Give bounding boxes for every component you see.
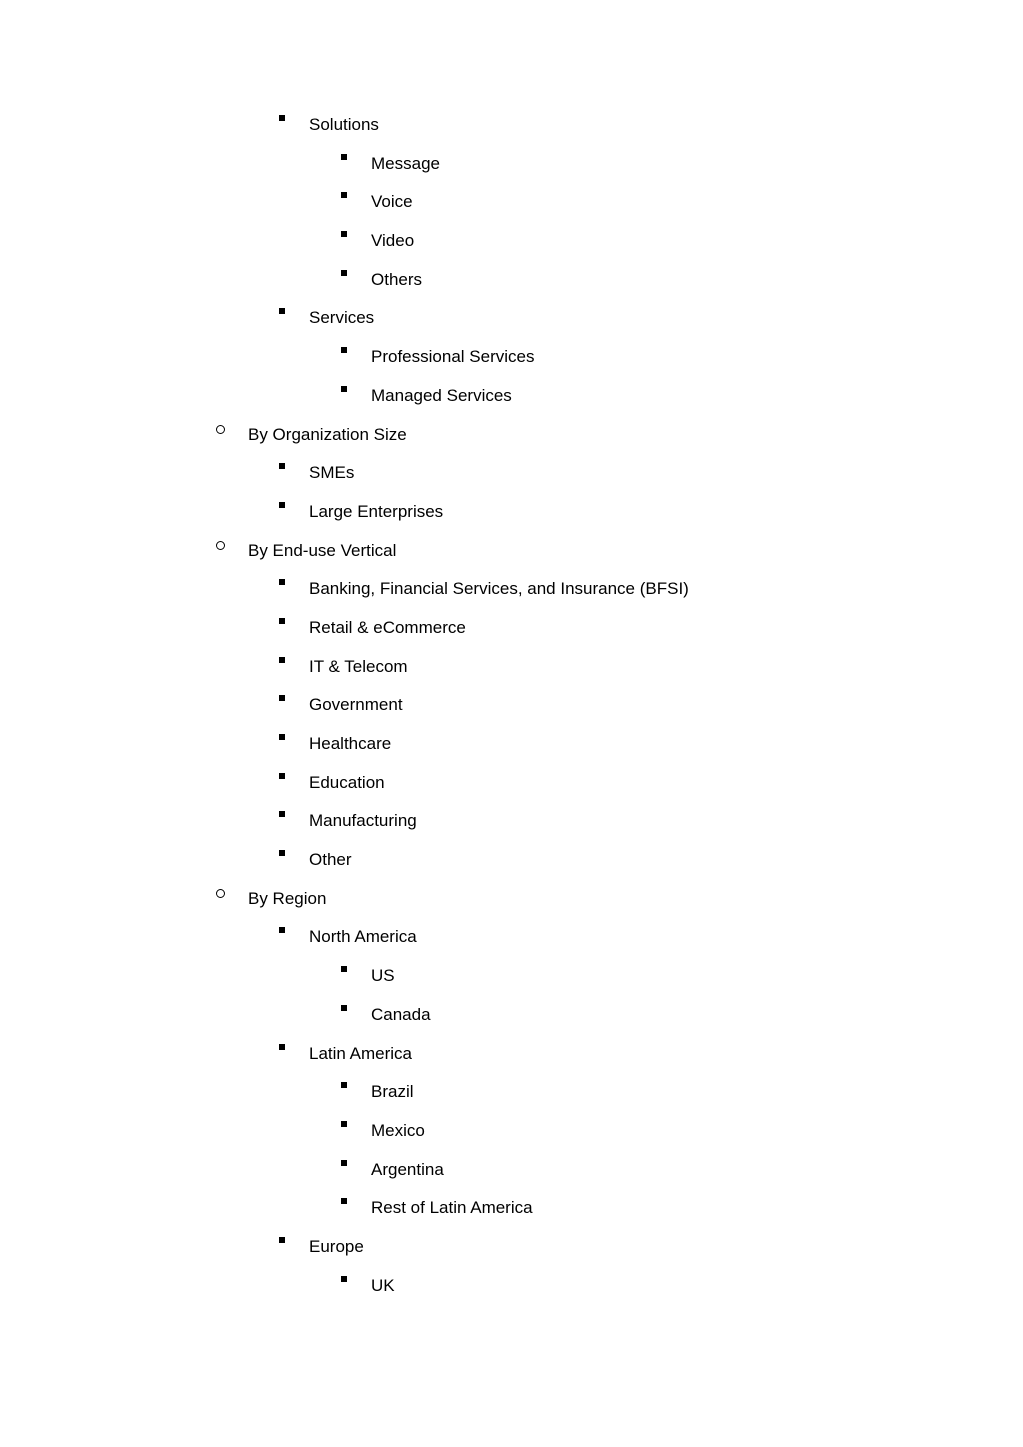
list-item-text: Canada [371,1004,431,1024]
list-item-text: Solutions [309,115,379,134]
square-bullet-icon [279,734,285,740]
list-item-text: Rest of Latin America [371,1198,533,1218]
list-item [0,1121,1023,1160]
square-bullet-icon [341,1160,347,1166]
list-item-text: Argentina [371,1159,444,1179]
list-item [0,695,1023,734]
square-bullet-icon [341,1198,347,1204]
square-bullet-icon [341,1276,347,1282]
list-item-text: By Organization Size [248,424,407,444]
list-item [0,1198,1023,1237]
list-item-text: Mexico [371,1120,425,1140]
list-item [0,541,1023,580]
square-bullet-icon [279,463,285,469]
list-item [0,270,1023,309]
square-bullet-icon [341,154,347,160]
square-bullet-icon [341,231,347,237]
list-item [0,154,1023,193]
list-item-text: Healthcare [309,734,392,753]
list-item [0,1082,1023,1121]
list-item [0,850,1023,889]
square-bullet-icon [279,773,285,779]
square-bullet-icon [279,811,285,817]
list-item-text: By End-use Vertical [248,540,397,560]
list-item [0,463,1023,502]
list-item [0,966,1023,1005]
list-item [0,192,1023,231]
square-bullet-icon [341,386,347,392]
square-bullet-icon [279,308,285,314]
square-bullet-icon [279,618,285,624]
list-item-text: SMEs [309,463,355,483]
list-item [0,1160,1023,1199]
square-bullet-icon [279,502,285,508]
list-item-text: Message [371,153,440,173]
list-item [0,1044,1023,1083]
square-bullet-icon [279,657,285,663]
list-item-text: Other [309,850,352,870]
list-item-text: Brazil [371,1082,414,1102]
list-item [0,618,1023,657]
list-item [0,386,1023,425]
square-bullet-icon [279,695,285,701]
list-item [0,657,1023,696]
list-item-text: Government [309,695,403,715]
list-item-text: Retail & eCommerce [309,617,466,637]
square-bullet-icon [279,115,285,121]
square-bullet-icon [341,347,347,353]
list-item [0,347,1023,386]
list-item [0,1276,1023,1315]
square-bullet-icon [341,1121,347,1127]
list-item [0,231,1023,270]
square-bullet-icon [341,192,347,198]
list-item-text: UK [371,1275,395,1295]
list-item-text: Latin America [309,1043,412,1063]
square-bullet-icon [341,270,347,276]
list-item-text: Manufacturing [309,811,417,831]
list-item-text: Large Enterprises [309,501,444,521]
hollow-circle-bullet-icon [216,425,225,434]
list-item-text: Video [371,231,415,251]
list-item-text: Services [309,308,375,328]
square-bullet-icon [279,1237,285,1243]
list-item-text: IT & Telecom [309,656,408,676]
document-outline [0,115,1023,1314]
list-item [0,773,1023,812]
square-bullet-icon [279,1044,285,1050]
list-item-text: Europe [309,1236,364,1256]
list-item-text: Professional Services [371,347,535,367]
hollow-circle-bullet-icon [216,889,225,898]
list-item [0,811,1023,850]
list-item-text: Managed Services [371,385,512,405]
square-bullet-icon [341,1082,347,1088]
list-item [0,734,1023,773]
list-item [0,1005,1023,1044]
list-item-text: By Region [248,888,327,908]
list-item-text: North America [309,927,417,947]
square-bullet-icon [279,579,285,585]
list-item [0,1237,1023,1276]
square-bullet-icon [279,850,285,856]
list-item [0,889,1023,928]
list-item [0,927,1023,966]
list-item-text: Banking, Financial Services, and Insurance (BFSI) [309,579,689,599]
list-item-text: Voice [371,192,413,212]
list-item [0,425,1023,464]
square-bullet-icon [341,1005,347,1011]
square-bullet-icon [341,966,347,972]
hollow-circle-bullet-icon [216,541,225,550]
list-item [0,308,1023,347]
list-item-text: Education [309,772,385,792]
square-bullet-icon [279,927,285,933]
list-item [0,502,1023,541]
list-item [0,115,1023,154]
list-item [0,579,1023,618]
list-item-text: US [371,966,395,986]
list-item-text: Others [371,269,423,289]
